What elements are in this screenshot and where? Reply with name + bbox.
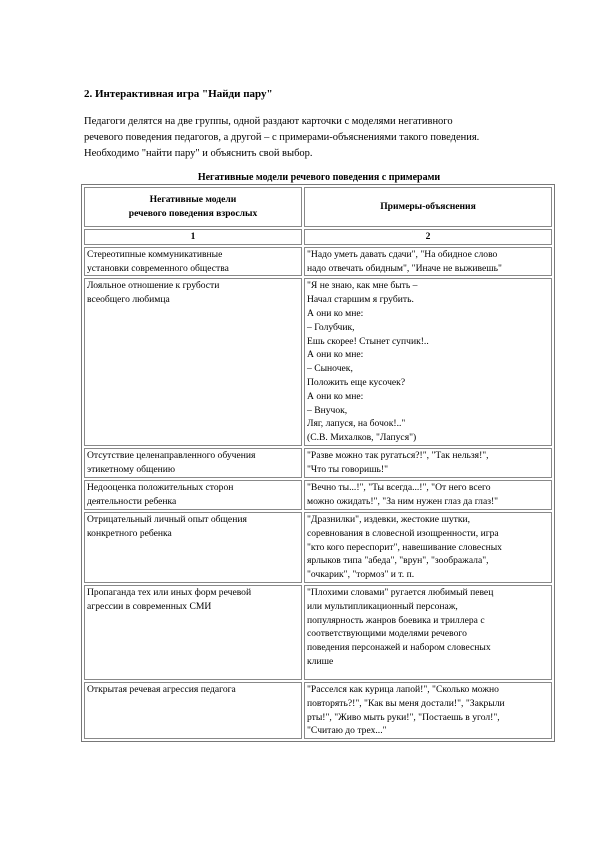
cell-line: А они ко мне: [307,307,364,319]
cell-line: Начал старшим я грубить. [307,294,414,306]
cell-line: "Плохими словами" ругается любимый певец [307,586,494,598]
section-heading: 2. Интерактивная игра "Найди пару" [84,88,273,100]
cell-line: этикетному общению [87,464,176,476]
table-header-row [84,187,552,227]
cell-line: "Я не знаю, как мне быть – [307,280,418,292]
cell-line: "Считаю до трех..." [307,725,387,737]
cell-line: деятельности ребенка [87,495,177,507]
cell-line: – Голубчик, [307,321,355,333]
table-row [84,278,552,446]
column-number-2: 2 [304,229,552,245]
cell-line: "Что ты говоришь!" [307,464,389,476]
model-cell [84,247,302,277]
intro-line: Педагоги делятся на две группы, одной раздают карточки с моделями негативного [84,116,453,127]
cell-line: соответствующими моделями речевого [307,628,467,640]
header-line: Негативные модели [149,194,237,206]
column-header-models [84,187,302,227]
cell-line: Ешь скорее! Стынет супчик!.. [307,335,429,347]
table-row [84,682,552,739]
cell-line: рты!", "Живо мыть руки!", "Постаешь в угол!", [307,711,500,723]
table-row [84,247,552,277]
cell-line: Пропаганда тех или иных форм речевой [87,586,252,598]
example-cell [304,585,552,680]
table-row [84,512,552,583]
cell-line: надо отвечать обидным", "Иначе не выживешь" [307,262,502,274]
cell-line: можно ожидать!", "За ним нужен глаз да глаз!" [307,495,499,507]
model-cell [84,585,302,680]
cell-line: "Разве можно так ругаться?!", "Так нельзя!", [307,450,489,462]
example-cell [304,448,552,478]
table-caption: Негативные модели речевого поведения с примерами [197,172,441,183]
model-cell [84,448,302,478]
example-cell [304,682,552,739]
cell-line: – Сыночек, [307,363,353,375]
cell-line: "Расселся как курица лапой!", "Сколько можно [307,683,499,695]
table-row [84,585,552,680]
header-line: речевого поведения взрослых [128,208,258,219]
intro-paragraph [84,114,554,162]
cell-line: соревнования в словесной изощренности, игра [307,527,499,539]
cell-line: "кто кого переспорит", навешивание словесных [307,541,502,553]
cell-line: клише [307,655,334,667]
cell-line: Ляг, лапуся, на бочок!.." [307,418,406,430]
cell-line: Отсутствие целенаправленного обучения [87,450,256,462]
cell-line: "Надо уметь давать сдачи", "На обидное слово [307,248,498,260]
cell-line: "Дразнилки", издевки, жестокие шутки, [307,513,471,525]
cell-line: конкретного ребенка [87,527,172,539]
example-cell [304,480,552,510]
table-row [84,448,552,478]
cell-line: Открытая речевая агрессия педагога [87,683,236,695]
model-cell [84,512,302,583]
cell-line: Недооценка положительных сторон [87,481,234,493]
cell-line: Отрицательный личный опыт общения [87,513,247,525]
cell-line: всеобщего любимца [87,294,170,306]
header-line: Примеры-объяснения [380,201,476,213]
cell-line: популярность жанров боевика и триллера с [307,614,485,626]
example-cell [304,278,552,446]
table-row [84,480,552,510]
cell-line: Лояльное отношение к грубости [87,280,220,292]
example-cell [304,247,552,277]
cell-line: установки современного общества [87,262,229,274]
cell-line: А они ко мне: [307,349,364,361]
cell-line: "очкарик", "тормоз" и т. п. [307,569,415,581]
intro-line: Необходимо "найти пару" и объяснить свой выбор. [84,148,313,159]
model-cell [84,278,302,446]
intro-line: речевого поведения педагогов, а другой – с примерами-объяснениями такого поведения. [84,132,480,143]
cell-line: или мультипликационный персонаж, [307,600,458,612]
models-table [81,184,555,742]
cell-line: повторять?!", "Как вы меня достали!", "Закрыли [307,697,505,709]
example-cell [304,512,552,583]
cell-line: Положить еще кусочек? [307,376,406,388]
cell-line: (С.В. Михалков, "Лапуся") [307,432,417,444]
cell-line: ярлыков типа "абеда", "врун", "зоображала", [307,555,489,567]
column-header-examples [304,187,552,227]
model-cell [84,480,302,510]
cell-line: агрессии в современных СМИ [87,600,212,612]
cell-line: "Вечно ты...!", "Ты всегда...!", "От него всего [307,481,491,493]
column-number-1: 1 [84,229,302,245]
cell-line: Стереотипные коммуникативные [87,248,223,260]
table-number-row [84,229,552,245]
cell-line: – Внучок, [307,404,348,416]
cell-line: поведения персонажей и набором словесных [307,642,491,654]
model-cell [84,682,302,739]
cell-line: А они ко мне: [307,390,364,402]
